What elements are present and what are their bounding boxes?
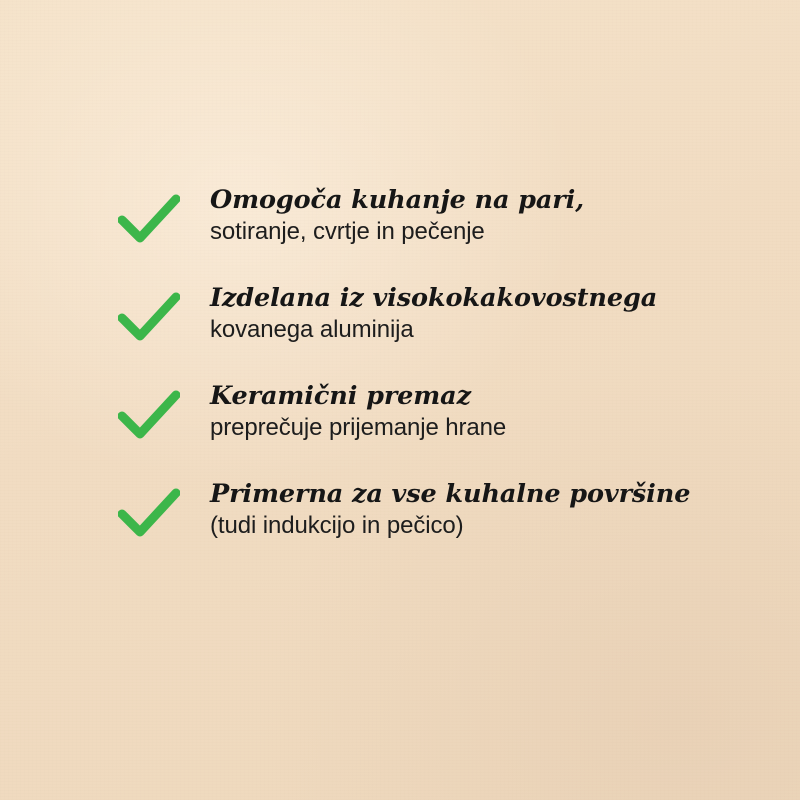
check-icon-wrap	[118, 384, 210, 440]
feature-subtitle: kovanega aluminija	[210, 315, 414, 343]
check-icon-wrap	[118, 188, 210, 244]
list-item	[118, 283, 758, 345]
feature-text	[210, 381, 758, 443]
feature-text	[210, 185, 758, 247]
list-item	[118, 381, 758, 443]
check-icon-wrap	[118, 286, 210, 342]
feature-title: Izdelana iz visokokakovostnega	[210, 282, 658, 313]
feature-text	[210, 479, 758, 541]
list-item	[118, 185, 758, 247]
feature-title: Keramični premaz	[210, 380, 471, 411]
check-icon	[118, 488, 180, 538]
feature-list	[118, 185, 758, 541]
feature-subtitle: (tudi indukcijo in pečico)	[210, 511, 464, 539]
check-icon	[118, 194, 180, 244]
check-icon-wrap	[118, 482, 210, 538]
feature-subtitle: preprečuje prijemanje hrane	[210, 413, 507, 441]
check-icon	[118, 292, 180, 342]
feature-text	[210, 283, 758, 345]
feature-title: Primerna za vse kuhalne površine	[210, 478, 691, 509]
feature-subtitle: sotiranje, cvrtje in pečenje	[210, 218, 485, 246]
check-icon	[118, 390, 180, 440]
feature-title: Omogoča kuhanje na pari,	[210, 185, 584, 215]
list-item	[118, 479, 758, 541]
